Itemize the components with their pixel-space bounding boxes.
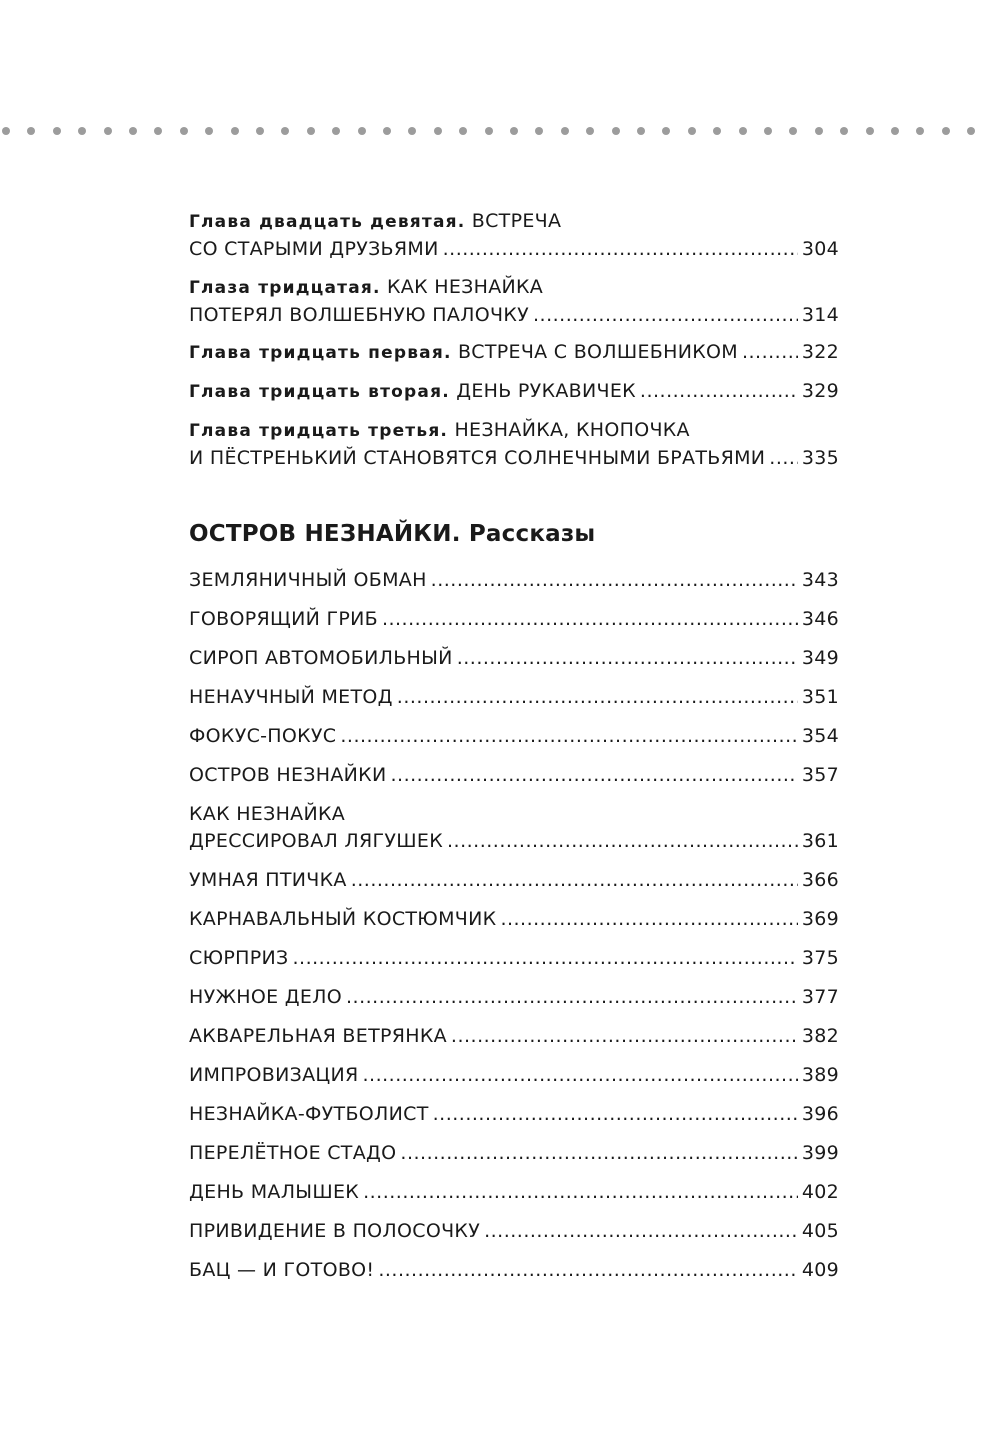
divider-dot bbox=[764, 127, 772, 135]
page-number: 357 bbox=[801, 764, 839, 786]
toc-entry-story[interactable] bbox=[189, 801, 839, 855]
divider-dot bbox=[612, 127, 620, 135]
toc-entry-chapter-31[interactable] bbox=[189, 339, 839, 367]
toc-entry-story[interactable] bbox=[189, 1062, 839, 1089]
dot-leader bbox=[640, 378, 798, 405]
divider-dot bbox=[485, 127, 493, 135]
toc-leader-line bbox=[189, 378, 839, 406]
story-title: ПРИВИДЕНИЕ В ПОЛОСОЧКУ bbox=[189, 1220, 481, 1242]
chapter-label: Глаза тридцатая. bbox=[189, 278, 381, 298]
chapter-label: Глава тридцать первая. bbox=[189, 343, 452, 363]
section-heading bbox=[189, 521, 595, 547]
toc-entry-text bbox=[189, 378, 636, 406]
divider-dot bbox=[434, 127, 442, 135]
chapter-title: НЕЗНАЙКА, КНОПОЧКА bbox=[454, 419, 690, 441]
dot-leader bbox=[533, 302, 798, 329]
divider-dot bbox=[891, 127, 899, 135]
dot-leader bbox=[400, 1140, 797, 1167]
divider-dot bbox=[713, 127, 721, 135]
page-number: 366 bbox=[801, 869, 839, 891]
toc-entry-story[interactable] bbox=[189, 1023, 839, 1050]
divider-dot bbox=[459, 127, 467, 135]
dot-leader bbox=[431, 567, 798, 594]
dot-leader bbox=[363, 1062, 798, 1089]
toc-entry-chapter-32[interactable] bbox=[189, 378, 839, 406]
dot-leader bbox=[378, 1257, 798, 1284]
toc-entry-story[interactable] bbox=[189, 645, 839, 672]
toc-entry-story[interactable] bbox=[189, 906, 839, 933]
toc-entry-chapter-29[interactable] bbox=[189, 208, 839, 263]
divider-dot bbox=[510, 127, 518, 135]
chapter-title: КАК НЕЗНАЙКА bbox=[387, 276, 544, 298]
story-title: ГОВОРЯЩИЙ ГРИБ bbox=[189, 608, 378, 630]
divider-dot bbox=[535, 127, 543, 135]
divider-dot bbox=[383, 127, 391, 135]
divider-dot bbox=[2, 127, 10, 135]
page-number: 329 bbox=[801, 380, 839, 402]
page-number: 351 bbox=[801, 686, 839, 708]
divider-dot bbox=[739, 127, 747, 135]
divider-dot bbox=[942, 127, 950, 135]
toc-entry-story[interactable] bbox=[189, 945, 839, 972]
divider-dot bbox=[78, 127, 86, 135]
chapter-title: ДЕНЬ РУКАВИЧЕК bbox=[456, 380, 636, 402]
dot-leader bbox=[391, 762, 798, 789]
dot-leader bbox=[292, 945, 797, 972]
page-number: 322 bbox=[801, 341, 839, 363]
dot-leader bbox=[397, 684, 798, 711]
divider-dot bbox=[866, 127, 874, 135]
dot-leader bbox=[451, 1023, 798, 1050]
page-number: 343 bbox=[801, 569, 839, 591]
dot-leader bbox=[351, 867, 798, 894]
story-title: ИМПРОВИЗАЦИЯ bbox=[189, 1064, 359, 1086]
page-number: 349 bbox=[801, 647, 839, 669]
page-number: 405 bbox=[801, 1220, 839, 1242]
toc-entry-chapter-33[interactable] bbox=[189, 417, 839, 472]
toc-entry-story[interactable] bbox=[189, 567, 839, 594]
story-title: ФОКУС-ПОКУС bbox=[189, 725, 337, 747]
page-number: 314 bbox=[801, 304, 839, 326]
page-number: 361 bbox=[801, 830, 839, 852]
toc-entry-story[interactable] bbox=[189, 723, 839, 750]
chapter-title-continued: И ПЁСТРЕНЬКИЙ СТАНОВЯТСЯ СОЛНЕЧНЫМИ БРАТЬЯМИ bbox=[189, 447, 766, 469]
chapter-label: Глава тридцать вторая. bbox=[189, 382, 450, 402]
page-number: 382 bbox=[801, 1025, 839, 1047]
divider-dot bbox=[332, 127, 340, 135]
story-title: ЗЕМЛЯНИЧНЫЙ ОБМАН bbox=[189, 569, 427, 591]
page-number: 369 bbox=[801, 908, 839, 930]
toc-entry-story[interactable] bbox=[189, 1218, 839, 1245]
toc-entry-first-line bbox=[189, 208, 839, 236]
dot-leader bbox=[447, 828, 798, 855]
divider-dot bbox=[815, 127, 823, 135]
story-title: НУЖНОЕ ДЕЛО bbox=[189, 986, 343, 1008]
story-title: КАРНАВАЛЬНЫЙ КОСТЮМЧИК bbox=[189, 908, 497, 930]
story-title: НЕЗНАЙКА-ФУТБОЛИСТ bbox=[189, 1103, 429, 1125]
page-number: 346 bbox=[801, 608, 839, 630]
chapter-title-continued: СО СТАРЫМИ ДРУЗЬЯМИ bbox=[189, 238, 439, 260]
toc-entry-story[interactable] bbox=[189, 867, 839, 894]
page-number: 396 bbox=[801, 1103, 839, 1125]
dot-leader bbox=[346, 984, 798, 1011]
chapter-title: ВСТРЕЧА С ВОЛШЕБНИКОМ bbox=[457, 341, 738, 363]
story-title: ОСТРОВ НЕЗНАЙКИ bbox=[189, 764, 387, 786]
page-number: 335 bbox=[801, 447, 839, 469]
divider-dot bbox=[408, 127, 416, 135]
story-title: СЮРПРИЗ bbox=[189, 947, 289, 969]
divider-dot bbox=[307, 127, 315, 135]
story-title: БАЦ — И ГОТОВО! bbox=[189, 1259, 375, 1281]
divider-dot bbox=[129, 127, 137, 135]
dot-leader bbox=[484, 1218, 798, 1245]
story-title: ПЕРЕЛЁТНОЕ СТАДО bbox=[189, 1142, 397, 1164]
divider-dot bbox=[231, 127, 239, 135]
divider-dot bbox=[637, 127, 645, 135]
toc-entry-chapter-30[interactable] bbox=[189, 274, 839, 329]
divider-dot bbox=[916, 127, 924, 135]
divider-dot bbox=[180, 127, 188, 135]
toc-leader-line bbox=[189, 339, 839, 367]
divider-dot bbox=[789, 127, 797, 135]
page-number: 409 bbox=[801, 1259, 839, 1281]
page-number: 375 bbox=[801, 947, 839, 969]
section-title: ОСТРОВ НЕЗНАЙКИ. bbox=[189, 521, 461, 547]
divider-dot bbox=[53, 127, 61, 135]
toc-entry-story[interactable] bbox=[189, 1101, 839, 1128]
dot-leader bbox=[443, 236, 798, 263]
toc-entry-story[interactable] bbox=[189, 606, 839, 633]
divider-dot bbox=[561, 127, 569, 135]
page-number: 399 bbox=[801, 1142, 839, 1164]
chapter-title: ВСТРЕЧА bbox=[471, 210, 562, 232]
toc-leader-line bbox=[189, 828, 839, 855]
page-number: 354 bbox=[801, 725, 839, 747]
toc-entry-first-line bbox=[189, 274, 839, 302]
dot-leader bbox=[500, 906, 797, 933]
divider-dot bbox=[586, 127, 594, 135]
toc-entry-story[interactable] bbox=[189, 684, 839, 711]
divider-dot bbox=[688, 127, 696, 135]
chapter-title-continued: ПОТЕРЯЛ ВОЛШЕБНУЮ ПАЛОЧКУ bbox=[189, 304, 530, 326]
dot-leader bbox=[340, 723, 797, 750]
toc-entry-story[interactable] bbox=[189, 984, 839, 1011]
section-subtitle: Рассказы bbox=[468, 521, 596, 547]
story-title: НЕНАУЧНЫЙ МЕТОД bbox=[189, 686, 393, 708]
page-number: 402 bbox=[801, 1181, 839, 1203]
toc-entry-story[interactable] bbox=[189, 762, 839, 789]
divider-dot bbox=[281, 127, 289, 135]
story-title: КАК НЕЗНАЙКА bbox=[189, 803, 346, 825]
divider-dot bbox=[840, 127, 848, 135]
divider-dot bbox=[27, 127, 35, 135]
story-title: ДЕНЬ МАЛЫШЕК bbox=[189, 1181, 360, 1203]
dot-leader bbox=[433, 1101, 798, 1128]
divider-dot bbox=[662, 127, 670, 135]
toc-entry-first-line bbox=[189, 417, 839, 445]
story-title: СИРОП АВТОМОБИЛЬНЫЙ bbox=[189, 647, 453, 669]
toc-entry-story[interactable] bbox=[189, 1179, 839, 1206]
divider-dot bbox=[256, 127, 264, 135]
toc-leader-line bbox=[189, 302, 839, 329]
toc-leader-line bbox=[189, 445, 839, 472]
toc-entry-text bbox=[189, 339, 738, 367]
chapter-label: Глава двадцать девятая. bbox=[189, 212, 466, 232]
dot-leader bbox=[769, 445, 798, 472]
divider-dot bbox=[154, 127, 162, 135]
dot-leader bbox=[457, 645, 798, 672]
page-number: 304 bbox=[801, 238, 839, 260]
page-number: 389 bbox=[801, 1064, 839, 1086]
chapter-label: Глава тридцать третья. bbox=[189, 421, 449, 441]
page-number: 377 bbox=[801, 986, 839, 1008]
story-title-continued: ДРЕССИРОВАЛ ЛЯГУШЕК bbox=[189, 830, 443, 852]
story-title: АКВАРЕЛЬНАЯ ВЕТРЯНКА bbox=[189, 1025, 447, 1047]
dot-leader bbox=[382, 606, 798, 633]
toc-entry-story[interactable] bbox=[189, 1140, 839, 1167]
story-title: УМНАЯ ПТИЧКА bbox=[189, 869, 347, 891]
dotted-divider bbox=[0, 127, 987, 137]
divider-dot bbox=[205, 127, 213, 135]
divider-dot bbox=[358, 127, 366, 135]
dot-leader bbox=[363, 1179, 798, 1206]
toc-entry-story[interactable] bbox=[189, 1257, 839, 1284]
dot-leader bbox=[742, 339, 798, 366]
divider-dot bbox=[104, 127, 112, 135]
divider-dot bbox=[967, 127, 975, 135]
toc-leader-line bbox=[189, 236, 839, 263]
